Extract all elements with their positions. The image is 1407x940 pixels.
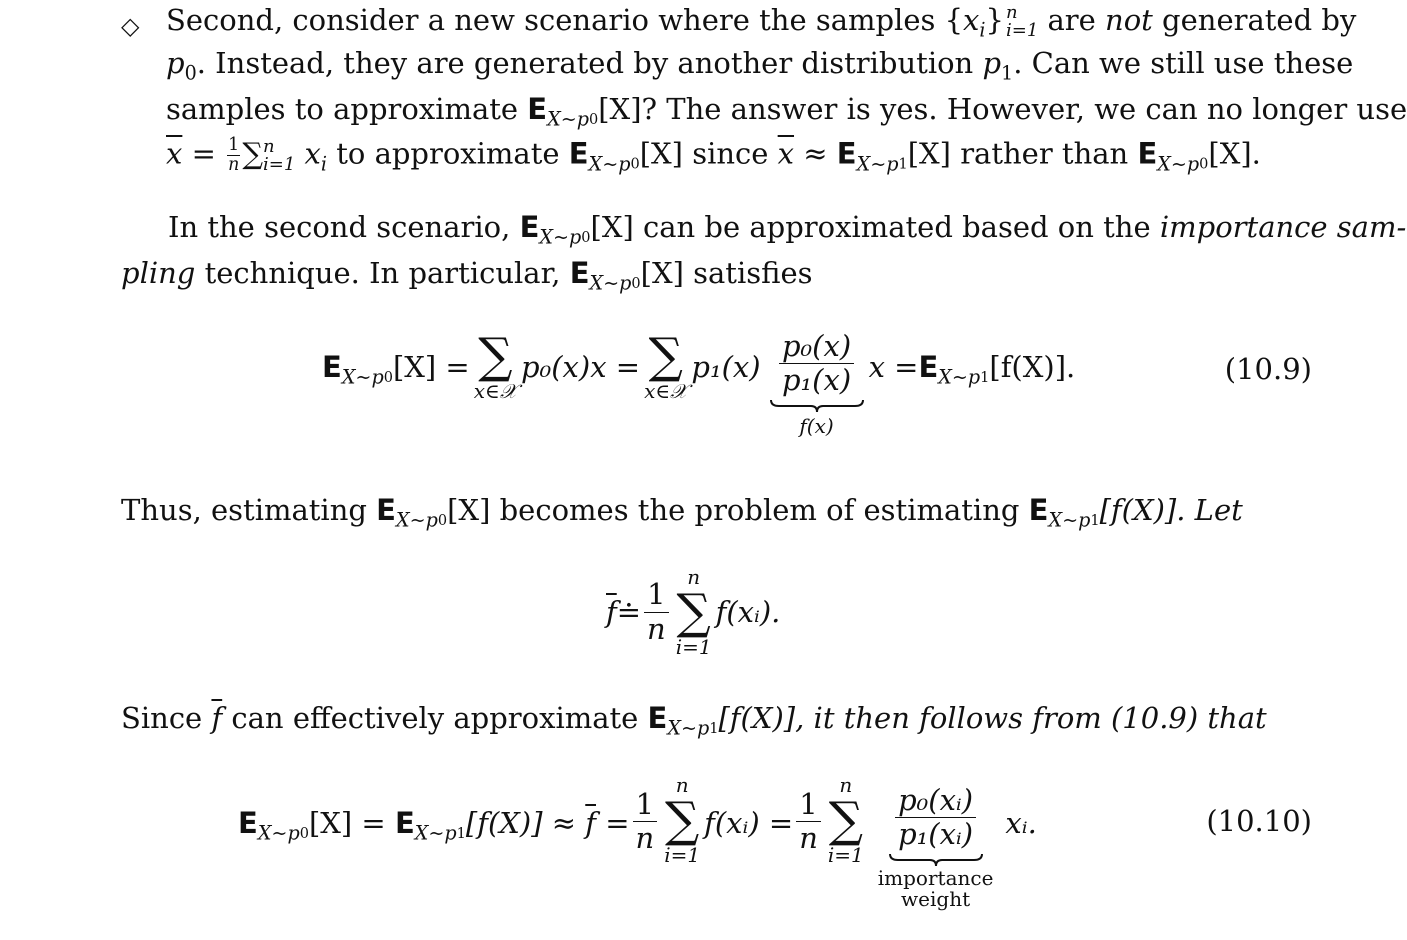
equation-number-10-10: (10.10) — [1206, 804, 1312, 838]
equation-10-9 — [322, 330, 1075, 438]
frac-num: 1 — [644, 578, 668, 612]
math-sub: X∼p — [589, 271, 632, 295]
text: [f(X)]. Let — [1099, 493, 1243, 527]
math-sup: n — [1005, 2, 1018, 23]
text: Second, consider a new scenario where the samples { — [166, 3, 964, 37]
math-expectation: E — [647, 701, 668, 735]
text: = — [596, 806, 630, 840]
text: . Instead, they are generated by another distribution — [196, 46, 983, 80]
math-xbar: $\overline{x}$ — [166, 136, 183, 171]
frac-den: n — [799, 821, 818, 856]
sum-limit: x∈𝒳 — [644, 379, 688, 403]
text: } — [985, 3, 1004, 37]
text: [f(X)], it then follows from (10.9) that — [718, 701, 1267, 735]
para-thus — [121, 493, 1243, 532]
math-sub: i=1 — [1005, 20, 1039, 41]
frac-den: n — [228, 155, 240, 176]
text: [X] satisfies — [640, 256, 813, 290]
text: ≐ — [616, 595, 642, 629]
label-line: importance — [877, 865, 994, 890]
math-sub: 1 — [980, 370, 990, 387]
para2-line-1 — [168, 210, 1407, 249]
frac-num: 1 — [633, 788, 657, 822]
underbrace-group — [878, 784, 994, 910]
math-sub: i — [320, 152, 328, 176]
fraction — [644, 578, 669, 646]
text: [X] = — [392, 350, 470, 384]
math-fbar: $\overline{f}$ — [211, 701, 223, 735]
fraction — [895, 784, 976, 852]
math-expectation: E — [568, 136, 589, 171]
bullet-line-4 — [166, 136, 1261, 175]
text: [X] = — [308, 806, 395, 840]
math-sub: X∼p — [414, 821, 457, 845]
text: Since — [121, 701, 212, 735]
sum-operator — [664, 774, 700, 866]
text: [X] can be approximated based on the — [590, 210, 1160, 244]
sum-lower: i=1 — [827, 843, 864, 867]
sum-limit: x∈𝒳 — [473, 379, 518, 403]
math-expectation: E — [1028, 493, 1049, 527]
math-sub: 0 — [299, 826, 309, 843]
text: xᵢ. — [1005, 806, 1037, 840]
sum-operator — [676, 566, 712, 658]
sum-symbol: ∑ — [478, 328, 513, 384]
text: p₁(x) — [691, 350, 761, 384]
math-sub: X∼p — [395, 508, 438, 532]
equation-10-10 — [238, 774, 1037, 910]
math-sup: n — [263, 135, 275, 157]
text: f(xᵢ). — [715, 595, 781, 629]
text: f(xᵢ) = — [704, 806, 794, 840]
bullet-diamond: ◇ — [121, 12, 140, 40]
math-fbar: $\overline{f}$ — [585, 806, 596, 840]
text: [f(X)]. — [989, 350, 1076, 384]
sum-upper: n — [687, 565, 701, 589]
text: [X]? The answer is yes. However, we can no longer use — [598, 92, 1407, 126]
math-x: x — [304, 136, 321, 171]
frac-den: p₁(x) — [781, 363, 852, 398]
underbrace — [769, 398, 865, 414]
text: are — [1038, 3, 1106, 37]
math-sub: 1 — [709, 721, 719, 738]
text: [X]. — [1208, 136, 1261, 171]
emphasis-importance: importance sam- — [1159, 210, 1407, 244]
emphasis-not: not — [1105, 3, 1153, 37]
text: Thus, estimating — [121, 493, 377, 527]
text: [X] rather than — [907, 136, 1138, 171]
math-fbar: $\overline{f}$ — [606, 595, 617, 629]
text: x = — [868, 350, 919, 384]
text: [X] becomes the problem of estimating — [447, 493, 1029, 527]
sum-operator — [828, 774, 864, 866]
math-expectation: E — [394, 806, 415, 840]
bullet-line-1 — [166, 4, 1356, 40]
math-sub: X∼p — [938, 365, 981, 389]
fraction — [779, 330, 854, 398]
math-expectation: E — [1137, 136, 1158, 171]
math-sub: X∼p — [1157, 152, 1200, 176]
math-expectation: E — [238, 806, 258, 840]
bullet-line-2 — [166, 46, 1354, 85]
math-sub: 1 — [898, 156, 908, 173]
math-sub: 0 — [1199, 156, 1209, 173]
text: generated by — [1152, 3, 1357, 37]
text: [X] since — [639, 136, 778, 171]
math-sub: 0 — [581, 230, 591, 247]
math-p: p — [982, 46, 1002, 80]
math-sub: 0 — [630, 156, 640, 173]
math-sub: X∼p — [341, 365, 384, 389]
text: p₀(x)x = — [521, 350, 641, 384]
text: ≈ — [794, 136, 837, 171]
frac-num: p₀(xᵢ) — [895, 784, 976, 818]
math-sub: i=1 — [263, 153, 296, 175]
math-xbar: $\overline{x}$ — [777, 136, 795, 171]
frac-num: 1 — [796, 788, 820, 822]
math-sub: X∼p — [856, 152, 899, 176]
underbrace-label — [877, 865, 994, 911]
sum-lower: i=1 — [675, 635, 712, 659]
math-sub: X∼p — [667, 716, 710, 740]
text: In the second scenario, — [168, 210, 520, 244]
frac-den: p₁(xᵢ) — [898, 817, 974, 852]
fraction — [796, 788, 821, 856]
text: = — [182, 136, 226, 171]
math-expectation: E — [322, 350, 342, 384]
bullet-line-3 — [166, 92, 1407, 131]
frac-num: p₀(x) — [779, 330, 854, 364]
fraction — [633, 788, 658, 856]
emphasis-pling: pling — [121, 256, 196, 290]
math-sub: 0 — [184, 61, 197, 85]
math-expectation: E — [376, 493, 396, 527]
math-sub: 0 — [437, 513, 448, 530]
math-sub: i — [979, 18, 986, 42]
math-expectation: E — [527, 92, 548, 126]
math-sub: X∼p — [1048, 508, 1091, 532]
equation-fbar-def — [606, 566, 780, 658]
math-sub: 1 — [1090, 513, 1100, 530]
math-expectation: E — [519, 210, 540, 244]
math-sub: 0 — [631, 276, 641, 293]
para2-line-2 — [121, 256, 813, 295]
frac-den: n — [635, 821, 655, 856]
math-sub: X∼p — [547, 107, 589, 131]
math-sub: X∼p — [257, 821, 300, 845]
frac-den: n — [647, 611, 666, 646]
sum-operator — [473, 328, 518, 403]
text: . Can we still use these — [1013, 46, 1354, 80]
math-expectation: E — [836, 136, 857, 171]
para-since — [121, 701, 1267, 740]
frac-num: 1 — [228, 135, 240, 155]
sum-symbol: ∑ — [242, 136, 264, 171]
underbrace-group — [769, 330, 865, 438]
math-sub: X∼p — [539, 225, 582, 249]
math-p: p — [166, 46, 185, 80]
text: to approximate — [327, 136, 569, 171]
math-sub: 1 — [456, 826, 466, 843]
sum-symbol: ∑ — [665, 792, 700, 848]
math-sub: 1 — [1001, 61, 1014, 85]
math-expectation: E — [918, 350, 939, 384]
math-sub: X∼p — [588, 152, 631, 176]
math-x: x — [963, 3, 980, 37]
underbrace-label: f(x) — [799, 413, 834, 438]
text: technique. In particular, — [195, 256, 570, 290]
math-expectation: E — [569, 256, 590, 290]
sum-upper: n — [675, 773, 689, 797]
text: samples to approximate — [166, 92, 528, 126]
math-sub: 0 — [383, 370, 393, 387]
math-sub: 0 — [589, 112, 599, 129]
sum-symbol: ∑ — [676, 584, 711, 640]
sum-lower: i=1 — [664, 843, 701, 867]
equation-number-10-9: (10.9) — [1224, 352, 1312, 386]
sum-operator — [644, 328, 688, 403]
label-line: weight — [901, 886, 971, 911]
sum-symbol: ∑ — [828, 792, 863, 848]
sum-upper: n — [839, 773, 853, 797]
sum-symbol: ∑ — [648, 328, 683, 384]
text: [f(X)] ≈ — [465, 806, 586, 840]
text: can effectively approximate — [222, 701, 648, 735]
